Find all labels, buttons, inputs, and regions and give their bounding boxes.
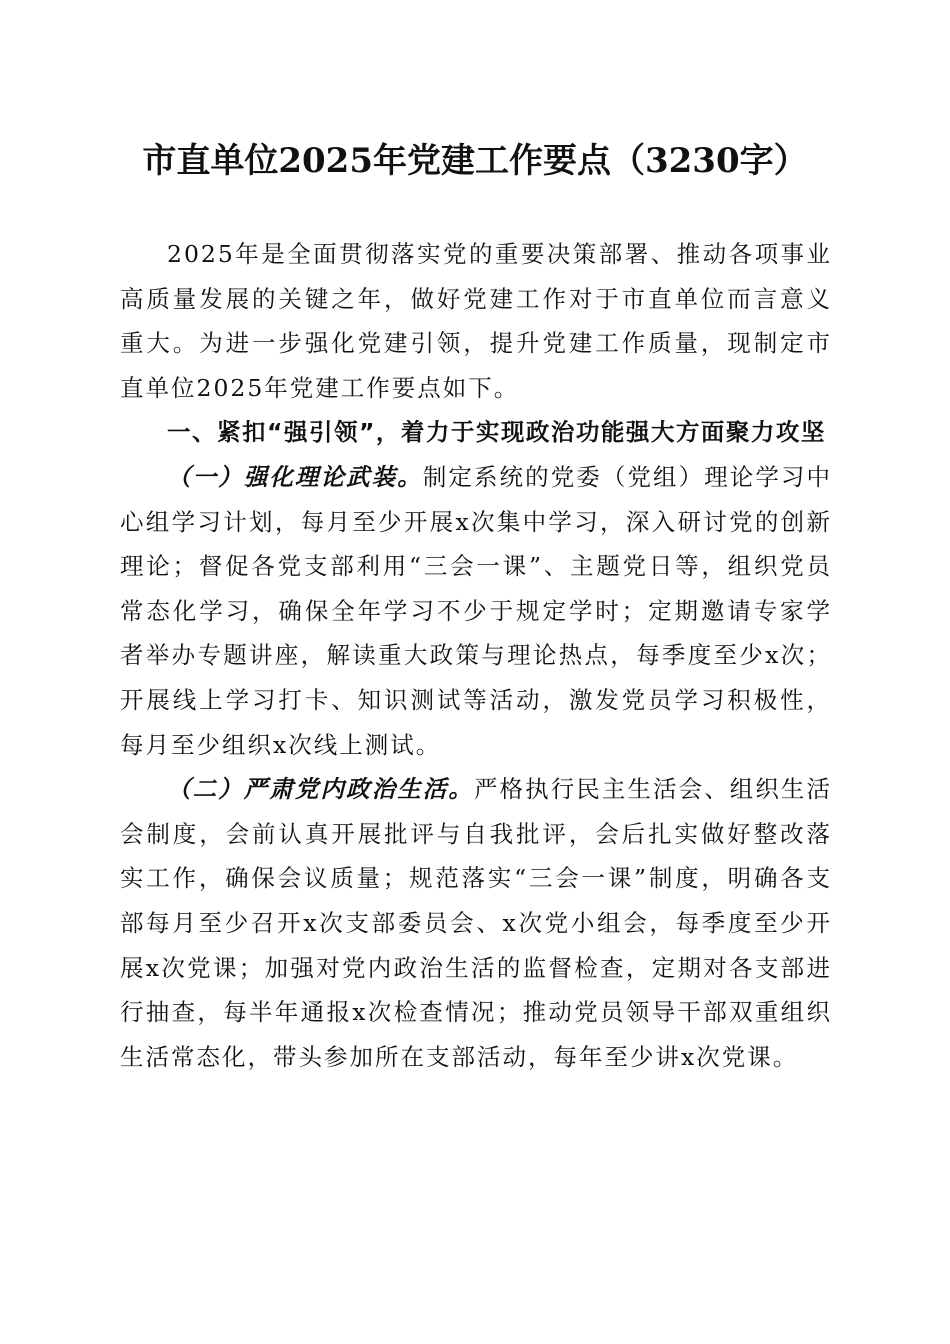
document-title: 市直单位2025年党建工作要点（3230字） (142, 141, 808, 181)
section-heading-1: 一、紧扣“强引领”，着力于实现政治功能强大方面聚力攻坚 (167, 418, 826, 447)
intro-paragraph: 2025年是全面贯彻落实党的重要决策部署、推动各项事业高质量发展的关键之年，做好党建工作对于市直单位而言意义重大。为进一步强化党建引领，提升党建工作质量，现制定市直单位2025年党建工作要点如下。 (120, 240, 832, 402)
document-body (120, 232, 832, 1079)
item-text-2: 严格执行民主生活会、组织生活会制度，会前认真开展批评与自我批评，会后扎实做好整改落实工作，确保会议质量；规范落实“三会一课”制度，明确各支部每月至少召开x次支部委员会、x次党小组会，每季度至少开展x次党课；加强对党内政治生活的监督检查，定期对各支部进行抽查，每半年通报x次检查情况；推动党员领导干部双重组织生活常态化，带头参加所在支部活动，每年至少讲x次党课。 (120, 775, 833, 1071)
item-label-2: （二）严肃党内政治生活。 (167, 775, 474, 804)
item-paragraph-1 (120, 455, 832, 767)
item-text-1: 制定系统的党委（党组）理论学习中心组学习计划，每月至少开展x次集中学习，深入研讨党的创新理论；督促各党支部利用“三会一课”、主题党日等，组织党员常态化学习，确保全年学习不少于规定学时；定期邀请专家学者举办专题讲座，解读重大政策与理论热点，每季度至少x次；开展线上学习打卡、知识测试等活动，激发党员学习积极性，每月至少组织x次线上测试。 (120, 462, 833, 759)
item-paragraph-2 (120, 767, 832, 1079)
item-label-1: （一）强化理论武装。 (167, 462, 423, 491)
